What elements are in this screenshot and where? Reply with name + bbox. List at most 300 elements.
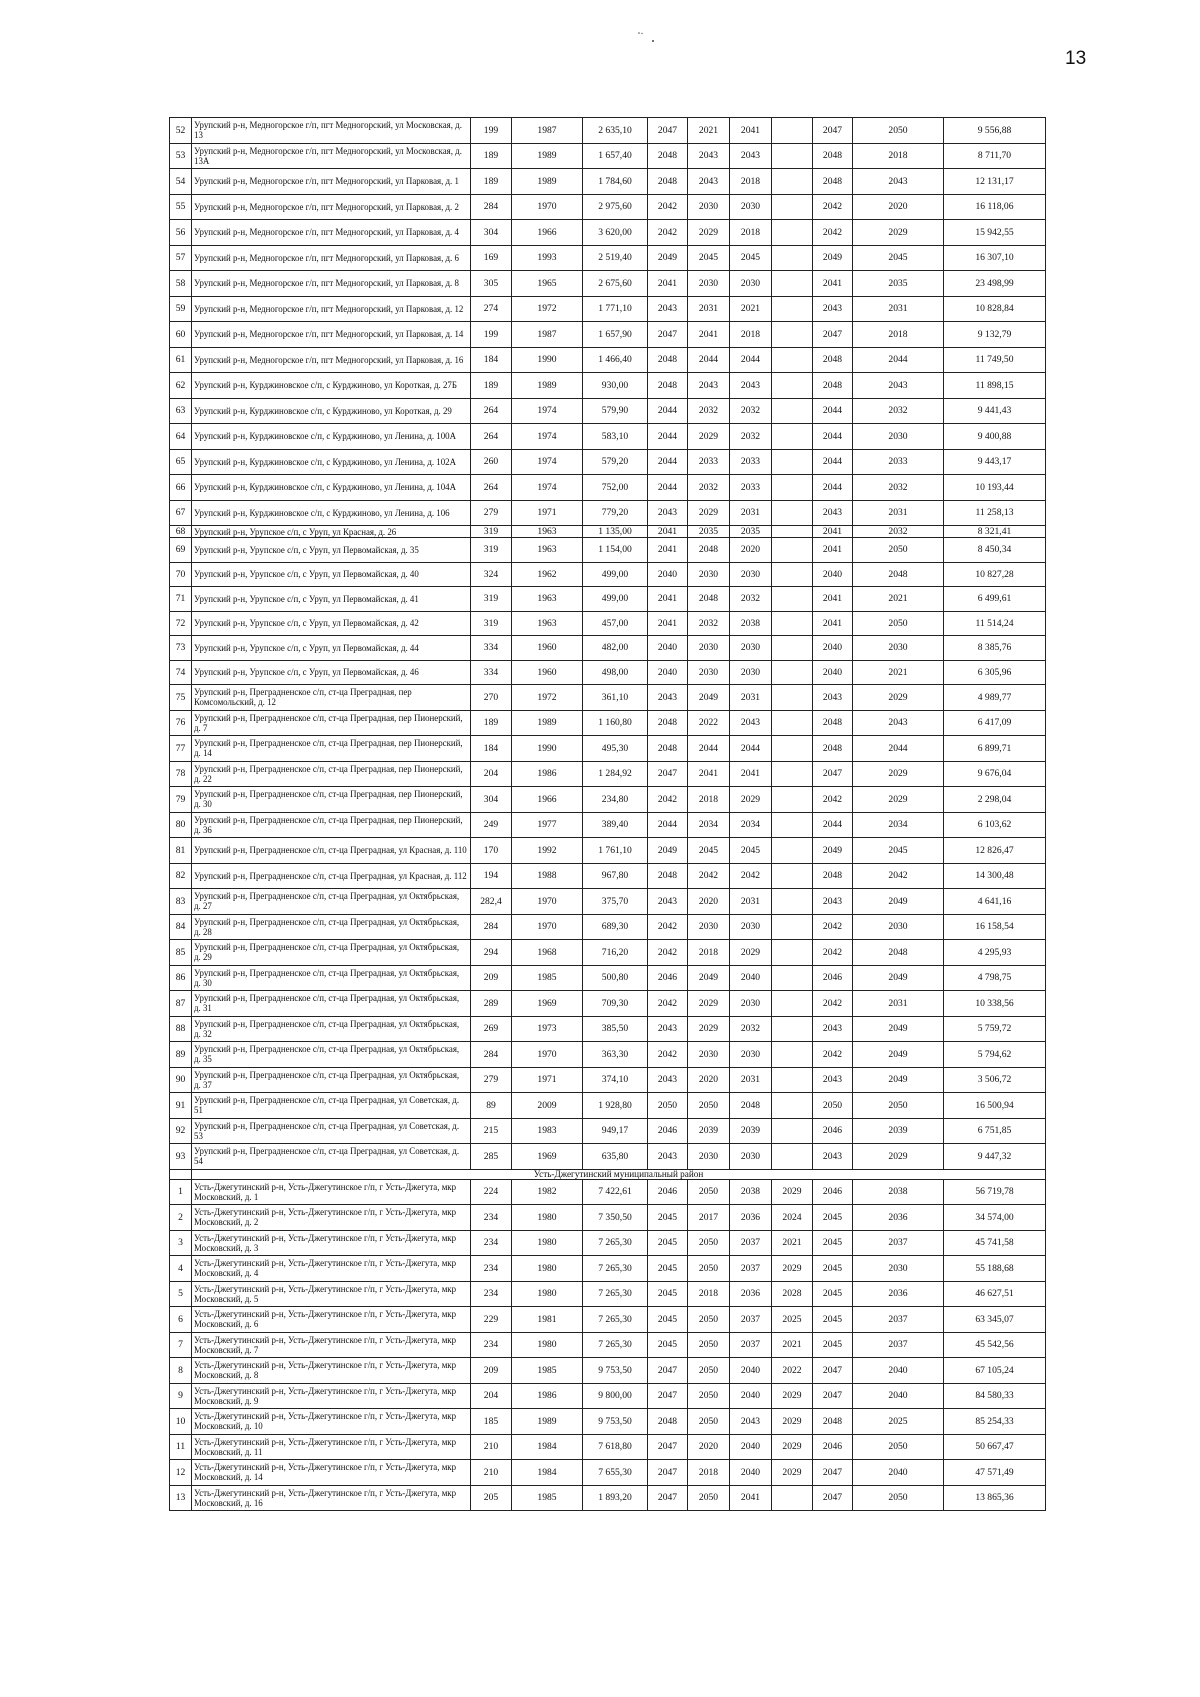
value-cell: 2044 xyxy=(648,424,688,450)
table-row xyxy=(170,143,1046,169)
value-cell: 2030 xyxy=(853,424,944,450)
value-cell: 2048 xyxy=(688,587,730,612)
value-cell: 930,00 xyxy=(583,373,648,399)
value-cell: 2043 xyxy=(813,1016,853,1042)
table-row xyxy=(170,1358,1046,1384)
value-cell: 210 xyxy=(471,1460,512,1486)
address-cell: Усть-Джегутинский р-н, Усть-Джегутинское г/п, г Усть-Джегута, мкр Московский, д. 5 xyxy=(192,1281,471,1307)
value-cell xyxy=(772,449,813,475)
row-number: 85 xyxy=(170,940,192,966)
value-cell: 2042 xyxy=(648,1042,688,1068)
value-cell: 215 xyxy=(471,1118,512,1144)
value-cell: 2045 xyxy=(648,1307,688,1333)
address-cell: Урупский р-н, Преградненское с/п, ст-ца Преградная, ул Октябрьская, д. 31 xyxy=(192,991,471,1017)
value-cell: 1989 xyxy=(512,1409,583,1435)
value-cell: 2030 xyxy=(730,660,772,685)
value-cell: 2041 xyxy=(813,538,853,563)
value-cell: 2021 xyxy=(853,587,944,612)
row-number: 5 xyxy=(170,1281,192,1307)
value-cell: 7 265,30 xyxy=(583,1307,648,1333)
value-cell: 2050 xyxy=(688,1093,730,1119)
value-cell: 9 443,17 xyxy=(944,449,1046,475)
row-number: 57 xyxy=(170,245,192,271)
value-cell: 2030 xyxy=(688,194,730,220)
value-cell: 2029 xyxy=(853,761,944,787)
table-row xyxy=(170,562,1046,587)
value-cell: 2042 xyxy=(813,787,853,813)
value-cell: 2018 xyxy=(688,1460,730,1486)
value-cell: 2030 xyxy=(730,1042,772,1068)
address-cell: Урупский р-н, Медногорское г/п, пгт Медногорский, ул Парковая, д. 6 xyxy=(192,245,471,271)
address-cell: Усть-Джегутинский р-н, Усть-Джегутинское г/п, г Усть-Джегута, мкр Московский, д. 3 xyxy=(192,1230,471,1256)
address-cell: Урупский р-н, Курджиновское с/п, с Курджиново, ул Ленина, д. 100А xyxy=(192,424,471,450)
value-cell: 45 741,58 xyxy=(944,1230,1046,1256)
value-cell: 2048 xyxy=(853,562,944,587)
value-cell: 2029 xyxy=(772,1256,813,1282)
address-cell: Урупский р-н, Преградненское с/п, ст-ца Преградная, пер Пионерский, д. 22 xyxy=(192,761,471,787)
value-cell: 1962 xyxy=(512,562,583,587)
value-cell xyxy=(772,373,813,399)
value-cell: 2044 xyxy=(853,347,944,373)
value-cell: 294 xyxy=(471,940,512,966)
value-cell: 1986 xyxy=(512,1383,583,1409)
address-cell: Усть-Джегутинский р-н, Усть-Джегутинское г/п, г Усть-Джегута, мкр Московский, д. 6 xyxy=(192,1307,471,1333)
value-cell: 2030 xyxy=(688,271,730,297)
value-cell: 284 xyxy=(471,1042,512,1068)
value-cell: 11 749,50 xyxy=(944,347,1046,373)
value-cell: 234 xyxy=(471,1205,512,1231)
value-cell: 2043 xyxy=(688,143,730,169)
value-cell: 2048 xyxy=(813,1409,853,1435)
value-cell: 2047 xyxy=(813,761,853,787)
value-cell: 56 719,78 xyxy=(944,1179,1046,1205)
address-cell: Усть-Джегутинский р-н, Усть-Джегутинское г/п, г Усть-Джегута, мкр Московский, д. 14 xyxy=(192,1460,471,1486)
value-cell: 234 xyxy=(471,1230,512,1256)
value-cell: 10 827,28 xyxy=(944,562,1046,587)
value-cell: 2032 xyxy=(730,1016,772,1042)
address-cell: Урупский р-н, Преградненское с/п, ст-ца Преградная, пер Пионерский, д. 36 xyxy=(192,812,471,838)
value-cell: 2018 xyxy=(730,322,772,348)
table-body xyxy=(170,118,1046,1511)
value-cell: 2047 xyxy=(813,1358,853,1384)
value-cell: 264 xyxy=(471,398,512,424)
table-row xyxy=(170,220,1046,246)
value-cell: 205 xyxy=(471,1485,512,1511)
value-cell: 2050 xyxy=(853,1434,944,1460)
value-cell: 189 xyxy=(471,143,512,169)
value-cell xyxy=(772,424,813,450)
value-cell: 2032 xyxy=(853,475,944,501)
row-number: 82 xyxy=(170,863,192,889)
table-row xyxy=(170,322,1046,348)
value-cell xyxy=(772,863,813,889)
value-cell: 2050 xyxy=(688,1332,730,1358)
value-cell: 2045 xyxy=(730,245,772,271)
value-cell: 635,80 xyxy=(583,1144,648,1170)
address-cell: Усть-Джегутинский р-н, Усть-Джегутинское г/п, г Усть-Джегута, мкр Московский, д. 16 xyxy=(192,1485,471,1511)
value-cell: 2050 xyxy=(813,1093,853,1119)
value-cell xyxy=(772,500,813,526)
address-cell: Урупский р-н, Медногорское г/п, пгт Медногорский, ул Парковая, д. 4 xyxy=(192,220,471,246)
value-cell: 1 284,92 xyxy=(583,761,648,787)
value-cell: 2032 xyxy=(730,424,772,450)
value-cell: 2022 xyxy=(688,710,730,736)
value-cell: 11 898,15 xyxy=(944,373,1046,399)
value-cell: 2042 xyxy=(648,787,688,813)
value-cell: 2045 xyxy=(813,1256,853,1282)
value-cell: 2042 xyxy=(813,194,853,220)
table-row xyxy=(170,1093,1046,1119)
value-cell: 319 xyxy=(471,538,512,563)
value-cell: 284 xyxy=(471,914,512,940)
value-cell: 2044 xyxy=(688,736,730,762)
row-number: 54 xyxy=(170,169,192,195)
value-cell: 10 193,44 xyxy=(944,475,1046,501)
value-cell: 2042 xyxy=(813,220,853,246)
value-cell: 209 xyxy=(471,965,512,991)
value-cell: 2037 xyxy=(853,1230,944,1256)
value-cell: 6 499,61 xyxy=(944,587,1046,612)
value-cell: 2042 xyxy=(648,991,688,1017)
row-number: 83 xyxy=(170,889,192,915)
value-cell: 2050 xyxy=(688,1383,730,1409)
page-number: 13 xyxy=(1065,48,1087,69)
value-cell: 2041 xyxy=(813,611,853,636)
value-cell: 2031 xyxy=(730,685,772,711)
value-cell: 1993 xyxy=(512,245,583,271)
value-cell: 2030 xyxy=(688,914,730,940)
value-cell: 45 542,56 xyxy=(944,1332,1046,1358)
value-cell xyxy=(772,1118,813,1144)
value-cell: 11 514,24 xyxy=(944,611,1046,636)
value-cell: 1981 xyxy=(512,1307,583,1333)
value-cell: 12 131,17 xyxy=(944,169,1046,195)
value-cell: 2034 xyxy=(730,812,772,838)
value-cell: 2040 xyxy=(853,1358,944,1384)
value-cell: 8 321,41 xyxy=(944,526,1046,538)
address-cell: Урупский р-н, Урупское с/п, с Уруп, ул Первомайская, д. 40 xyxy=(192,562,471,587)
value-cell: 2043 xyxy=(648,1067,688,1093)
row-number: 90 xyxy=(170,1067,192,1093)
value-cell: 2042 xyxy=(730,863,772,889)
value-cell: 2046 xyxy=(648,1179,688,1205)
value-cell: 2045 xyxy=(648,1205,688,1231)
row-number: 92 xyxy=(170,1118,192,1144)
table-row xyxy=(170,194,1046,220)
value-cell: 2032 xyxy=(688,398,730,424)
value-cell: 305 xyxy=(471,271,512,297)
value-cell: 184 xyxy=(471,347,512,373)
value-cell: 1 135,00 xyxy=(583,526,648,538)
table-row xyxy=(170,965,1046,991)
value-cell: 260 xyxy=(471,449,512,475)
value-cell: 2044 xyxy=(648,475,688,501)
value-cell xyxy=(772,322,813,348)
value-cell: 7 265,30 xyxy=(583,1256,648,1282)
value-cell xyxy=(772,787,813,813)
value-cell: 2022 xyxy=(772,1358,813,1384)
value-cell: 189 xyxy=(471,710,512,736)
value-cell: 2043 xyxy=(648,889,688,915)
table-row xyxy=(170,1281,1046,1307)
value-cell: 2021 xyxy=(772,1230,813,1256)
row-number: 8 xyxy=(170,1358,192,1384)
value-cell: 2044 xyxy=(813,812,853,838)
table-row xyxy=(170,587,1046,612)
value-cell: 2021 xyxy=(730,296,772,322)
row-number: 75 xyxy=(170,685,192,711)
value-cell: 2028 xyxy=(772,1281,813,1307)
value-cell: 689,30 xyxy=(583,914,648,940)
value-cell: 2049 xyxy=(853,1067,944,1093)
address-cell: Урупский р-н, Преградненское с/п, ст-ца Преградная, ул Красная, д. 110 xyxy=(192,838,471,864)
value-cell: 2043 xyxy=(813,500,853,526)
value-cell: 2040 xyxy=(813,562,853,587)
value-cell: 249 xyxy=(471,812,512,838)
value-cell: 23 498,99 xyxy=(944,271,1046,297)
value-cell: 2030 xyxy=(730,1144,772,1170)
address-cell: Урупский р-н, Медногорское г/п, пгт Медногорский, ул Парковая, д. 12 xyxy=(192,296,471,322)
value-cell: 2049 xyxy=(688,965,730,991)
address-cell: Усть-Джегутинский р-н, Усть-Джегутинское г/п, г Усть-Джегута, мкр Московский, д. 10 xyxy=(192,1409,471,1435)
row-number: 56 xyxy=(170,220,192,246)
value-cell: 2047 xyxy=(648,1358,688,1384)
value-cell: 2043 xyxy=(813,1144,853,1170)
value-cell: 2032 xyxy=(730,587,772,612)
value-cell: 1 784,60 xyxy=(583,169,648,195)
value-cell: 1963 xyxy=(512,587,583,612)
value-cell: 1974 xyxy=(512,449,583,475)
value-cell: 2041 xyxy=(648,526,688,538)
value-cell: 6 751,85 xyxy=(944,1118,1046,1144)
value-cell: 8 450,34 xyxy=(944,538,1046,563)
value-cell: 2037 xyxy=(730,1307,772,1333)
value-cell: 8 385,76 xyxy=(944,636,1046,661)
value-cell: 1989 xyxy=(512,710,583,736)
value-cell: 2029 xyxy=(688,1016,730,1042)
row-number: 89 xyxy=(170,1042,192,1068)
value-cell xyxy=(772,538,813,563)
value-cell: 2030 xyxy=(853,1256,944,1282)
value-cell: 224 xyxy=(471,1179,512,1205)
value-cell: 3 620,00 xyxy=(583,220,648,246)
value-cell: 1984 xyxy=(512,1460,583,1486)
value-cell: 2044 xyxy=(813,449,853,475)
value-cell: 2041 xyxy=(730,1485,772,1511)
value-cell: 1989 xyxy=(512,373,583,399)
scan-specks xyxy=(636,30,656,44)
value-cell: 1980 xyxy=(512,1332,583,1358)
value-cell: 2049 xyxy=(853,965,944,991)
value-cell: 1971 xyxy=(512,1067,583,1093)
value-cell: 63 345,07 xyxy=(944,1307,1046,1333)
address-cell: Урупский р-н, Преградненское с/п, ст-ца Преградная, пер Комсомольский, д. 12 xyxy=(192,685,471,711)
value-cell: 7 265,30 xyxy=(583,1332,648,1358)
value-cell: 2041 xyxy=(813,526,853,538)
table-row xyxy=(170,1205,1046,1231)
value-cell: 2036 xyxy=(730,1281,772,1307)
value-cell: 2050 xyxy=(853,611,944,636)
value-cell: 2045 xyxy=(688,838,730,864)
value-cell: 9 132,79 xyxy=(944,322,1046,348)
value-cell: 184 xyxy=(471,736,512,762)
value-cell: 10 338,56 xyxy=(944,991,1046,1017)
table-row xyxy=(170,940,1046,966)
value-cell: 2048 xyxy=(648,169,688,195)
value-cell: 2041 xyxy=(648,611,688,636)
value-cell: 2047 xyxy=(648,1434,688,1460)
value-cell: 2039 xyxy=(688,1118,730,1144)
table-row xyxy=(170,1179,1046,1205)
value-cell xyxy=(772,118,813,144)
value-cell: 1965 xyxy=(512,271,583,297)
value-cell: 2031 xyxy=(853,296,944,322)
value-cell: 7 618,80 xyxy=(583,1434,648,1460)
value-cell: 2040 xyxy=(730,1460,772,1486)
value-cell: 2032 xyxy=(730,398,772,424)
value-cell: 2042 xyxy=(813,914,853,940)
value-cell: 2045 xyxy=(853,245,944,271)
value-cell: 2048 xyxy=(688,538,730,563)
value-cell: 234 xyxy=(471,1281,512,1307)
table-row xyxy=(170,1256,1046,1282)
value-cell: 2048 xyxy=(813,347,853,373)
table-row xyxy=(170,1460,1046,1486)
value-cell: 2049 xyxy=(688,685,730,711)
value-cell: 2029 xyxy=(688,424,730,450)
value-cell: 2036 xyxy=(853,1205,944,1231)
address-cell: Урупский р-н, Преградненское с/п, ст-ца Преградная, ул Советская, д. 51 xyxy=(192,1093,471,1119)
value-cell: 2042 xyxy=(813,940,853,966)
value-cell: 169 xyxy=(471,245,512,271)
row-number: 77 xyxy=(170,736,192,762)
value-cell: 2049 xyxy=(853,1042,944,1068)
value-cell: 2038 xyxy=(730,611,772,636)
value-cell: 1990 xyxy=(512,736,583,762)
address-cell: Урупский р-н, Курджиновское с/п, с Курджиново, ул Короткая, д. 27Б xyxy=(192,373,471,399)
table-row xyxy=(170,991,1046,1017)
value-cell: 2043 xyxy=(648,1144,688,1170)
value-cell: 1977 xyxy=(512,812,583,838)
value-cell: 2018 xyxy=(853,143,944,169)
value-cell: 2050 xyxy=(688,1179,730,1205)
address-cell: Урупский р-н, Преградненское с/п, ст-ца Преградная, пер Пионерский, д. 7 xyxy=(192,710,471,736)
value-cell xyxy=(772,636,813,661)
value-cell: 2045 xyxy=(730,838,772,864)
value-cell: 583,10 xyxy=(583,424,648,450)
value-cell: 2045 xyxy=(648,1281,688,1307)
value-cell: 34 574,00 xyxy=(944,1205,1046,1231)
value-cell: 185 xyxy=(471,1409,512,1435)
value-cell: 2048 xyxy=(813,169,853,195)
value-cell xyxy=(772,812,813,838)
value-cell: 2029 xyxy=(730,940,772,966)
value-cell: 7 655,30 xyxy=(583,1460,648,1486)
value-cell: 2049 xyxy=(648,838,688,864)
value-cell: 2020 xyxy=(730,538,772,563)
value-cell: 1985 xyxy=(512,965,583,991)
value-cell: 6 103,62 xyxy=(944,812,1046,838)
value-cell: 2048 xyxy=(648,143,688,169)
value-cell: 2046 xyxy=(813,965,853,991)
row-number: 78 xyxy=(170,761,192,787)
table-row xyxy=(170,1332,1046,1358)
value-cell: 2043 xyxy=(853,373,944,399)
value-cell: 2036 xyxy=(730,1205,772,1231)
row-number: 73 xyxy=(170,636,192,661)
value-cell: 1 893,20 xyxy=(583,1485,648,1511)
table-row xyxy=(170,245,1046,271)
value-cell: 2017 xyxy=(688,1205,730,1231)
table-row xyxy=(170,1383,1046,1409)
address-cell: Урупский р-н, Курджиновское с/п, с Курджиново, ул Короткая, д. 29 xyxy=(192,398,471,424)
value-cell: 967,80 xyxy=(583,863,648,889)
address-cell: Урупский р-н, Урупское с/п, с Уруп, ул Первомайская, д. 46 xyxy=(192,660,471,685)
value-cell xyxy=(772,143,813,169)
table-row xyxy=(170,1144,1046,1170)
region-header-row xyxy=(170,1169,1046,1179)
value-cell: 2042 xyxy=(648,940,688,966)
value-cell: 2033 xyxy=(730,449,772,475)
value-cell: 2047 xyxy=(813,1460,853,1486)
table-row xyxy=(170,1230,1046,1256)
value-cell: 2029 xyxy=(853,220,944,246)
row-number: 81 xyxy=(170,838,192,864)
value-cell: 2037 xyxy=(730,1230,772,1256)
value-cell: 1963 xyxy=(512,538,583,563)
value-cell: 1985 xyxy=(512,1358,583,1384)
value-cell: 2040 xyxy=(853,1383,944,1409)
value-cell: 2043 xyxy=(730,710,772,736)
value-cell: 1966 xyxy=(512,220,583,246)
value-cell: 2046 xyxy=(813,1179,853,1205)
value-cell: 2050 xyxy=(688,1358,730,1384)
address-cell: Усть-Джегутинский р-н, Усть-Джегутинское г/п, г Усть-Джегута, мкр Московский, д. 4 xyxy=(192,1256,471,1282)
value-cell: 2031 xyxy=(688,296,730,322)
value-cell: 1963 xyxy=(512,526,583,538)
address-cell: Урупский р-н, Преградненское с/п, ст-ца Преградная, ул Октябрьская, д. 37 xyxy=(192,1067,471,1093)
value-cell xyxy=(772,296,813,322)
address-cell: Урупский р-н, Преградненское с/п, ст-ца Преградная, ул Советская, д. 54 xyxy=(192,1144,471,1170)
value-cell: 2 975,60 xyxy=(583,194,648,220)
value-cell: 2040 xyxy=(853,1460,944,1486)
value-cell: 2033 xyxy=(853,449,944,475)
row-number: 4 xyxy=(170,1256,192,1282)
address-cell: Урупский р-н, Преградненское с/п, ст-ца Преградная, ул Октябрьская, д. 30 xyxy=(192,965,471,991)
value-cell: 2044 xyxy=(648,812,688,838)
address-cell: Урупский р-н, Медногорское г/п, пгт Медногорский, ул Парковая, д. 8 xyxy=(192,271,471,297)
row-number: 66 xyxy=(170,475,192,501)
value-cell: 13 865,36 xyxy=(944,1485,1046,1511)
value-cell: 709,30 xyxy=(583,991,648,1017)
value-cell: 2044 xyxy=(648,398,688,424)
value-cell: 2050 xyxy=(853,1093,944,1119)
value-cell xyxy=(772,761,813,787)
table-row xyxy=(170,710,1046,736)
value-cell: 47 571,49 xyxy=(944,1460,1046,1486)
value-cell: 2030 xyxy=(688,1144,730,1170)
address-cell: Урупский р-н, Урупское с/п, с Уруп, ул Первомайская, д. 41 xyxy=(192,587,471,612)
value-cell: 199 xyxy=(471,118,512,144)
value-cell: 2047 xyxy=(648,322,688,348)
value-cell: 304 xyxy=(471,220,512,246)
value-cell xyxy=(772,736,813,762)
value-cell: 1974 xyxy=(512,424,583,450)
value-cell: 3 506,72 xyxy=(944,1067,1046,1093)
value-cell: 2048 xyxy=(813,863,853,889)
table-row xyxy=(170,685,1046,711)
value-cell: 67 105,24 xyxy=(944,1358,1046,1384)
